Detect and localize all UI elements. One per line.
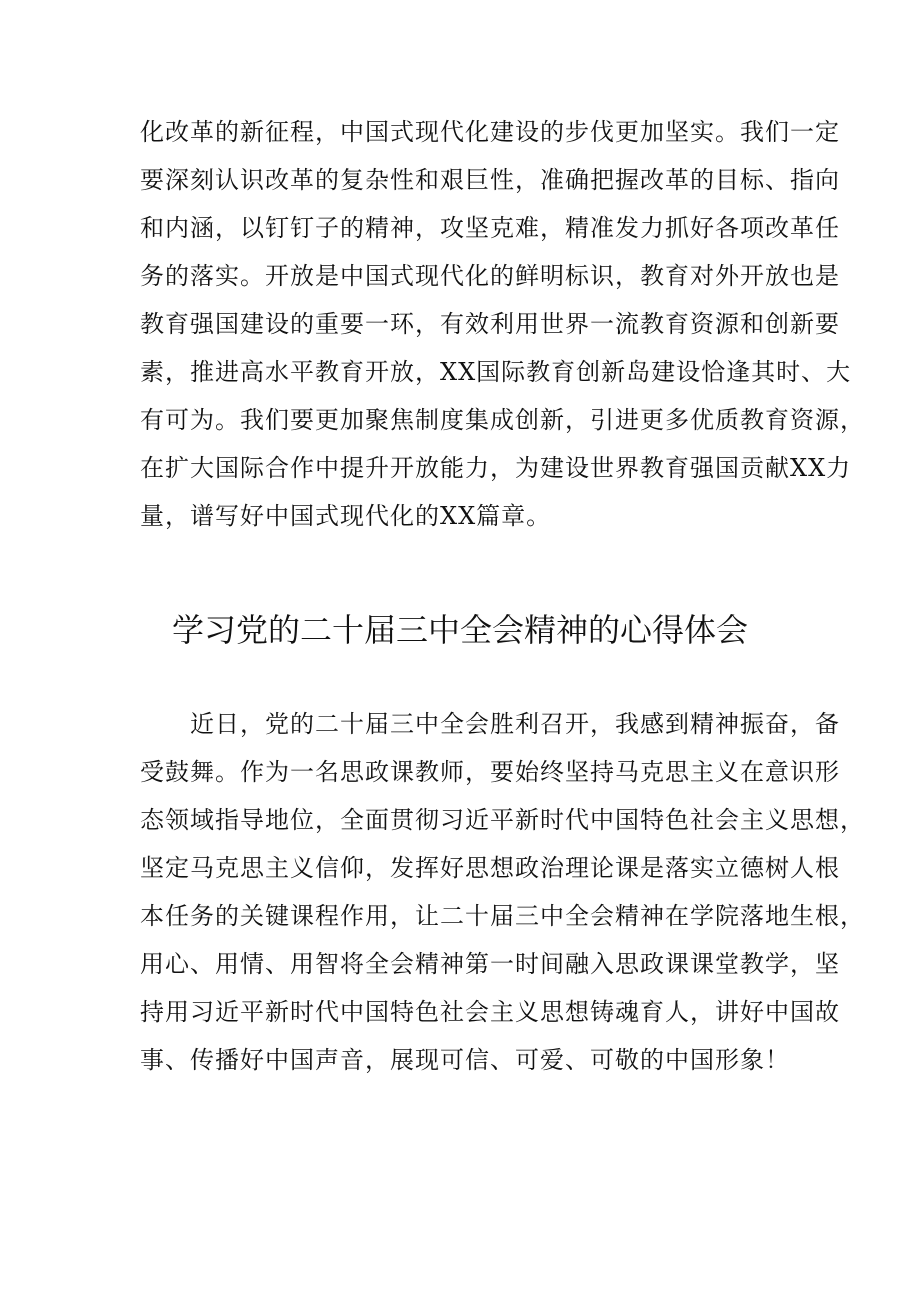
paragraph-line: 在扩大国际合作中提升开放能力，为建设世界教育强国贡献XX力 bbox=[140, 454, 852, 482]
paragraph-line: 务的落实。开放是中国式现代化的鲜明标识，教育对外开放也是 bbox=[140, 262, 840, 290]
paragraph-line: 事、传播好中国声音，展现可信、可爱、可敬的中国形象！ bbox=[140, 1046, 790, 1074]
paragraph-line: 量，谱写好中国式现代化的XX篇章。 bbox=[140, 502, 552, 530]
paragraph-line: 坚定马克思主义信仰，发挥好思想政治理论课是落实立德树人根 bbox=[140, 854, 840, 882]
paragraph-line: 教育强国建设的重要一环，有效利用世界一流教育资源和创新要 bbox=[140, 310, 840, 338]
paragraph-line: 有可为。我们要更加聚焦制度集成创新，引进更多优质教育资源， bbox=[140, 406, 865, 434]
body-paragraph bbox=[140, 700, 865, 1084]
paragraph-line: 本任务的关键课程作用，让二十届三中全会精神在学院落地生根， bbox=[140, 902, 865, 930]
paragraph-line: 化改革的新征程，中国式现代化建设的步伐更加坚实。我们一定 bbox=[140, 118, 840, 146]
paragraph-line: 和内涵，以钉钉子的精神，攻坚克难，精准发力抓好各项改革任 bbox=[140, 214, 840, 242]
paragraph-line: 近日，党的二十届三中全会胜利召开，我感到精神振奋，备 bbox=[140, 710, 840, 738]
continued-paragraph bbox=[140, 108, 865, 540]
paragraph-line: 受鼓舞。作为一名思政课教师，要始终坚持马克思主义在意识形 bbox=[140, 758, 840, 786]
paragraph-line: 要深刻认识改革的复杂性和艰巨性，准确把握改革的目标、指向 bbox=[140, 166, 840, 194]
paragraph-line: 持用习近平新时代中国特色社会主义思想铸魂育人，讲好中国故 bbox=[140, 998, 840, 1026]
paragraph-line: 用心、用情、用智将全会精神第一时间融入思政课课堂教学，坚 bbox=[140, 950, 840, 978]
paragraph-line: 态领域指导地位，全面贯彻习近平新时代中国特色社会主义思想， bbox=[140, 806, 865, 834]
paragraph-line: 素，推进高水平教育开放，XX国际教育创新岛建设恰逢其时、大 bbox=[140, 358, 852, 386]
section-title: 学习党的二十届三中全会精神的心得体会 bbox=[171, 611, 748, 649]
